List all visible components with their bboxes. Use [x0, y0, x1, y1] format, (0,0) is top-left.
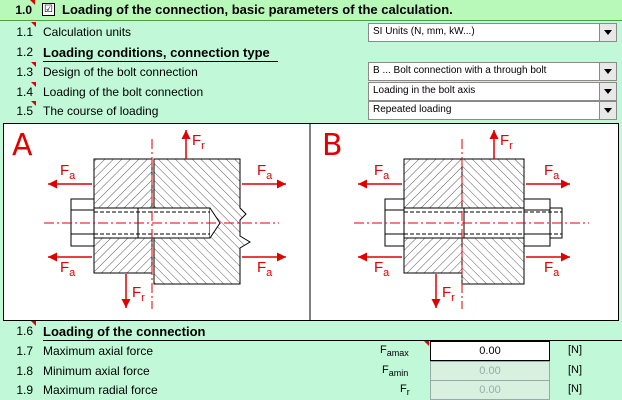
- row-number: 1.9: [16, 383, 33, 397]
- force-fr-label: $F_r$: [192, 132, 205, 152]
- panel-a: [44, 130, 286, 309]
- bolt-design-select[interactable]: [368, 62, 617, 81]
- row-number: 1.2: [16, 45, 33, 59]
- max-radial-force-input[interactable]: 0.00: [430, 380, 550, 400]
- row-number: 1.3: [16, 65, 33, 79]
- select-value: Repeated loading: [373, 104, 452, 115]
- chevron-down-icon[interactable]: [599, 63, 616, 80]
- force-fa-label: $F_a$: [257, 162, 273, 182]
- unit-label: [N]: [568, 344, 583, 356]
- section-number: 1.0: [15, 3, 32, 17]
- subsection-title: Loading conditions, connection type: [43, 45, 270, 60]
- row-bolt-loading: [0, 82, 622, 102]
- row-label: Maximum axial force: [43, 344, 154, 358]
- row-max-axial-force: [0, 341, 622, 361]
- row-label: Minimum axial force: [43, 364, 150, 378]
- min-axial-force-input[interactable]: 0.00: [430, 361, 550, 381]
- row-number: 1.6: [16, 324, 33, 338]
- force-fr-label: $F_r$: [132, 284, 145, 304]
- section-checkbox[interactable]: ☑: [42, 3, 55, 16]
- comment-marker-icon: [31, 62, 36, 67]
- section-header: [0, 0, 622, 21]
- chevron-down-icon[interactable]: [599, 83, 616, 100]
- row-label: Maximum radial force: [43, 383, 158, 397]
- row-loading-of-connection: [0, 321, 622, 341]
- row-bolt-design: [0, 62, 622, 82]
- row-label: The course of loading: [43, 104, 159, 118]
- symbol-famin: $F_{amin}$: [382, 364, 409, 379]
- unit-label: [N]: [568, 364, 583, 376]
- course-of-loading-select[interactable]: [368, 101, 617, 120]
- force-fa-label: $F_a$: [374, 259, 390, 279]
- bolt-loading-select[interactable]: [368, 82, 617, 101]
- row-number: 1.8: [16, 364, 33, 378]
- select-value: SI Units (N, mm, kW...): [373, 26, 475, 37]
- comment-marker-icon: [424, 341, 429, 346]
- row-label: Design of the bolt connection: [43, 65, 198, 79]
- max-axial-force-input[interactable]: 0.00: [430, 341, 550, 361]
- force-fa-label: $F_a$: [60, 259, 76, 279]
- panel-b-letter: B: [322, 128, 343, 163]
- comment-marker-icon: [31, 101, 36, 106]
- row-calculation-units: [0, 22, 622, 42]
- bolt-connection-diagram: [3, 123, 619, 321]
- row-number: 1.1: [16, 25, 33, 39]
- row-min-axial-force: [0, 361, 622, 381]
- row-loading-conditions: [0, 42, 622, 62]
- chevron-down-icon[interactable]: [599, 102, 616, 119]
- unit-label: [N]: [568, 383, 583, 395]
- subsection-title: Loading of the connection: [43, 324, 206, 339]
- force-fr-label: $F_r$: [500, 132, 513, 152]
- row-number: 1.4: [16, 85, 33, 99]
- chevron-down-icon[interactable]: [599, 24, 616, 41]
- row-number: 1.5: [16, 104, 33, 118]
- symbol-fr: $F_r$: [400, 383, 410, 398]
- select-value: Loading in the bolt axis: [373, 85, 476, 96]
- select-value: B ... Bolt connection with a through bolt: [373, 65, 547, 76]
- force-fa-label: $F_a$: [544, 259, 560, 279]
- force-fa-label: $F_a$: [374, 162, 390, 182]
- comment-marker-icon: [31, 321, 36, 326]
- comment-marker-icon: [30, 0, 35, 5]
- row-number: 1.7: [16, 344, 33, 358]
- force-fa-label: $F_a$: [60, 162, 76, 182]
- force-fa-label: $F_a$: [544, 162, 560, 182]
- row-label: Loading of the bolt connection: [43, 85, 204, 99]
- row-course-of-loading: [0, 101, 622, 121]
- row-label: Calculation units: [43, 25, 132, 39]
- comment-marker-icon: [31, 82, 36, 87]
- panel-b: [354, 130, 589, 309]
- comment-marker-icon: [31, 22, 36, 27]
- row-max-radial-force: [0, 380, 622, 400]
- force-fa-label: $F_a$: [257, 259, 273, 279]
- symbol-famax: $F_{amax}$: [380, 344, 409, 359]
- force-fr-label: $F_r$: [442, 284, 455, 304]
- panel-a-letter: A: [12, 128, 33, 163]
- units-select[interactable]: [368, 23, 617, 42]
- section-title: Loading of the connection, basic parameters of the calculation.: [62, 2, 453, 17]
